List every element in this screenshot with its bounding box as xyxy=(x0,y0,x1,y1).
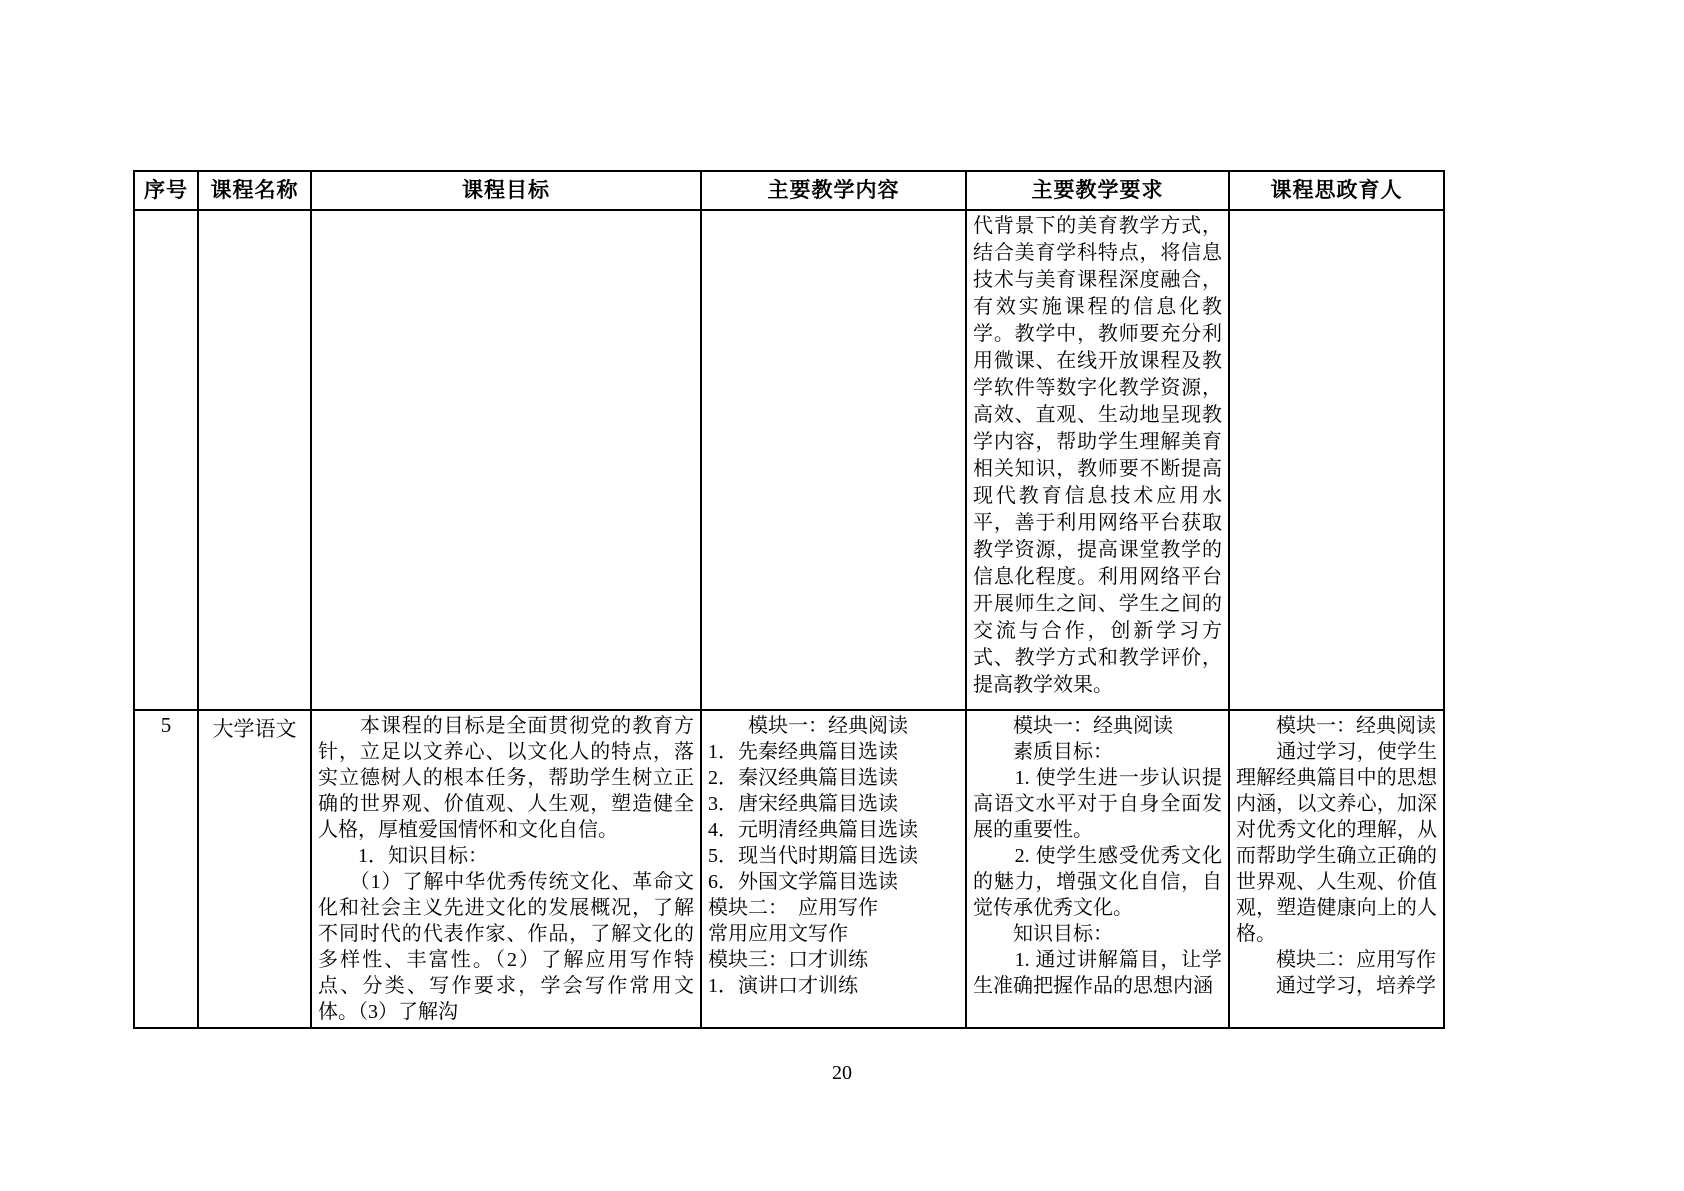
paragraph: 6．外国文学篇目选读 xyxy=(708,871,898,893)
paragraph: 1．知识目标： xyxy=(318,845,488,867)
objectives-text xyxy=(318,713,694,1025)
paragraph: 4．元明清经典篇目选读 xyxy=(708,819,918,841)
paragraph: 1．演讲口才训练 xyxy=(708,975,858,997)
paragraph: （1）了解中华优秀传统文化、革命文化和社会主义先进文化的发展概况，了解不同时代的代表作家、作品，了解文化的多样性、丰富性。（2）了解应用写作特点、分类、写作要求，学会写作常用文体。（3）了解沟 xyxy=(318,871,694,1023)
column-header-teaching-requirements: 主要教学要求 xyxy=(966,171,1229,210)
paragraph: 2. 使学生感受优秀文化的魅力，增强文化自信，自觉传承优秀文化。 xyxy=(973,845,1222,919)
paragraph: 3．唐宋经典篇目选读 xyxy=(708,793,898,815)
paragraph: 本课程的目标是全面贯彻党的教育方针，立足以文养心、以文化人的特点，落实立德树人的根本任务，帮助学生树立正确的世界观、价值观、人生观，塑造健全人格，厚植爱国情怀和文化自信。 xyxy=(318,715,694,841)
cell-course-name xyxy=(198,210,311,710)
cell-teaching-requirements xyxy=(966,210,1229,710)
cell-teaching-requirements xyxy=(966,710,1229,1028)
paragraph: 模块二： 应用写作 xyxy=(708,897,878,919)
teaching-content-text xyxy=(708,713,959,999)
course-plan-table xyxy=(133,170,1445,1029)
paragraph: 2．秦汉经典篇目选读 xyxy=(708,767,898,789)
paragraph: 素质目标： xyxy=(973,741,1113,763)
paragraph: 1．先秦经典篇目选读 xyxy=(708,741,898,763)
cell-teaching-content xyxy=(701,210,966,710)
column-header-objectives: 课程目标 xyxy=(311,171,701,210)
paragraph: 通过学习，培养学 xyxy=(1236,975,1436,997)
cell-seq: 5 xyxy=(134,710,198,1028)
cell-ideology xyxy=(1229,710,1444,1028)
table-row-course-5 xyxy=(134,710,1444,1028)
column-header-course-name: 课程名称 xyxy=(198,171,311,210)
teaching-requirements-text xyxy=(973,213,1222,699)
paragraph: 常用应用文写作 xyxy=(708,923,848,945)
cell-objectives xyxy=(311,710,701,1028)
paragraph: 通过学习，使学生理解经典篇目中的思想内涵，以文养心，加深对优秀文化的理解，从而帮助学生确立正确的世界观、人生观、价值观，塑造健康向上的人格。 xyxy=(1236,741,1437,945)
paragraph: 模块三：口才训练 xyxy=(708,949,868,971)
paragraph: 模块一：经典阅读 xyxy=(708,715,908,737)
paragraph: 模块一：经典阅读 xyxy=(973,715,1173,737)
paragraph: 1. 通过讲解篇目，让学生准确把握作品的思想内涵 xyxy=(973,949,1222,997)
ideology-text xyxy=(1236,713,1437,999)
teaching-requirements-text xyxy=(973,713,1222,999)
table-header-row xyxy=(134,171,1444,210)
paragraph: 知识目标： xyxy=(973,923,1113,945)
paragraph: 1. 使学生进一步认识提高语文水平对于自身全面发展的重要性。 xyxy=(973,767,1222,841)
paragraph: 模块二：应用写作 xyxy=(1236,949,1436,971)
cell-objectives xyxy=(311,210,701,710)
paragraph: 5．现当代时期篇目选读 xyxy=(708,845,918,867)
column-header-ideology: 课程思政育人 xyxy=(1229,171,1444,210)
cell-teaching-content xyxy=(701,710,966,1028)
paragraph: 模块一：经典阅读 xyxy=(1236,715,1436,737)
cell-seq xyxy=(134,210,198,710)
column-header-seq: 序号 xyxy=(134,171,198,210)
cell-ideology xyxy=(1229,210,1444,710)
page-number: 20 xyxy=(832,1062,852,1084)
cell-course-name: 大学语文 xyxy=(198,710,311,1028)
table-row-continuation xyxy=(134,210,1444,710)
column-header-teaching-content: 主要教学内容 xyxy=(701,171,966,210)
paragraph: 代背景下的美育教学方式，结合美育学科特点，将信息技术与美育课程深度融合，有效实施课程的信息化教学。教学中，教师要充分利用微课、在线开放课程及教学软件等数字化教学资源，高效、直观、生动地呈现教学内容，帮助学生理解美育相关知识，教师要不断提高现代教育信息技术应用水平，善于利用网络平台获取教学资源，提高课堂教学的信息化程度。利用网络平台开展师生之间、学生之间的交流与合作，创新学习方式、教学方式和教学评价，提高教学效果。 xyxy=(973,215,1222,696)
